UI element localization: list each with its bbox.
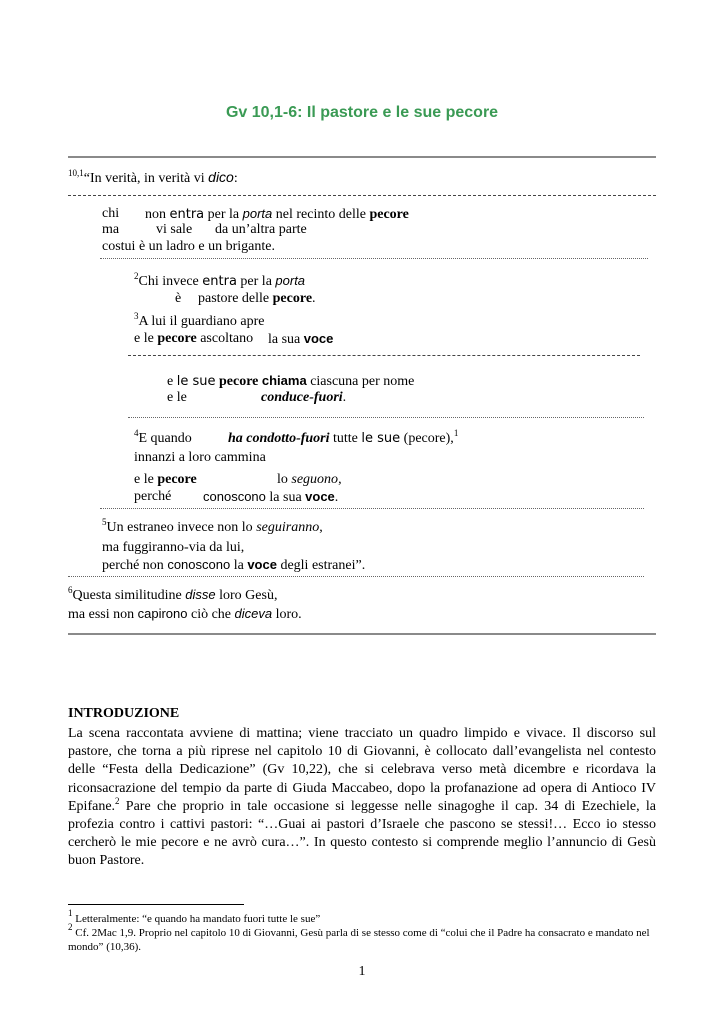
text-line: ma essi non capirono ciò che diceva loro. [68,606,302,622]
text-line: e le pecore [134,472,197,487]
page-title: Gv 10,1-6: Il pastore e le sue pecore [225,104,499,121]
page-number: 1 [358,964,366,979]
text-line: $^4$E quando [134,428,192,446]
text-line: e le [167,390,187,405]
text-line: è [175,291,182,306]
footnote: $^2$ Cf. 2Mac 1,9. Proprio nel capitolo 10 di Giovanni, Gesù parla di se stesso come di “colui che il Padre ha consacrato e mandato nel mondo” (10,36). [68,922,650,953]
text-line: e le pecore ascoltano [134,331,254,346]
divider [100,258,648,259]
footnote-ref: 2 [115,795,120,806]
bottom-rule [68,633,656,635]
text-line: $^2$Chi invece entra per la porta [134,271,306,289]
text-line: da un’altra parte [215,222,307,237]
text-line: vi sale [156,222,193,237]
text-line: chi [102,206,120,221]
text-line: ma [102,222,120,237]
divider [100,508,644,509]
divider [68,576,644,577]
text-line: ha condotto-fuori tutte le sue (pecore),$^1$ [228,428,459,446]
text-line: perché non conoscono la voce degli estranei”. [102,557,366,573]
section-heading: INTRODUZIONE [68,706,180,721]
text-line: non entra per la porta nel recinto delle pecore [145,206,409,222]
top-rule [68,156,656,158]
text-line: lo seguono, [277,472,342,487]
footnote-ref: 1 [453,428,459,438]
text-line: innanzi a loro cammina [134,450,266,465]
footnote-separator [68,904,244,905]
text-line: la sua voce [268,331,334,347]
text-line: $^6$Questa similitudine disse loro Gesù, [68,585,278,603]
text-line: ma fuggiranno-via da lui, [102,540,245,555]
divider [128,355,640,356]
text-line: costui è un ladro e un brigante. [102,239,276,254]
divider [128,417,644,418]
text-line: pastore delle pecore. [198,291,316,306]
intro-paragraph: La scena raccontata avviene di mattina; viene tracciato un quadro limpido e vivace. Il discorso sul pastore, che torna a più riprese nel capitolo 10 di Giovanni, è collocato dall’evangelista nel contesto delle “Festa della Dedicazione” (Gv 10,22), che si celebrava verso metà dicembre e ricordava la riconsacrazione del tempio da parte di Giuda Maccabeo, dopo la profanazione ad opera di Antioco IV Epifane.$^2$ Pare che proprio in tale occasione si leggesse nelle sinagoghe il cap. 34 di Ezechiele, la profezia contro i cattivi pastori: “…Guai ai pastori d’Israele che pascono se stessi!… Ecco io stesso cercherò le mie pecore e ne avrò cura…”. In questo contesto si comprende meglio l’annuncio di Gesù buon Pastore. [68,726,656,869]
text-line: $^3$A lui il guardiano apre [134,311,265,329]
divider [68,195,656,196]
footnote: $^1$ Letteralmente: “e quando ha mandato fuori tutte le sue” [68,908,321,925]
verse-number: 10,1 [68,168,84,178]
text-line: perché [134,489,172,504]
verse-1-line: $^{10,1}$“In verità, in verità vi dico: [68,168,238,186]
text-line: conoscono la sua voce. [203,489,339,505]
text-line: e le sue pecore chiama ciascuna per nome [167,373,415,389]
text-line: conduce-fuori. [261,390,347,405]
text-line: $^5$Un estraneo invece non lo seguiranno, [102,517,323,535]
